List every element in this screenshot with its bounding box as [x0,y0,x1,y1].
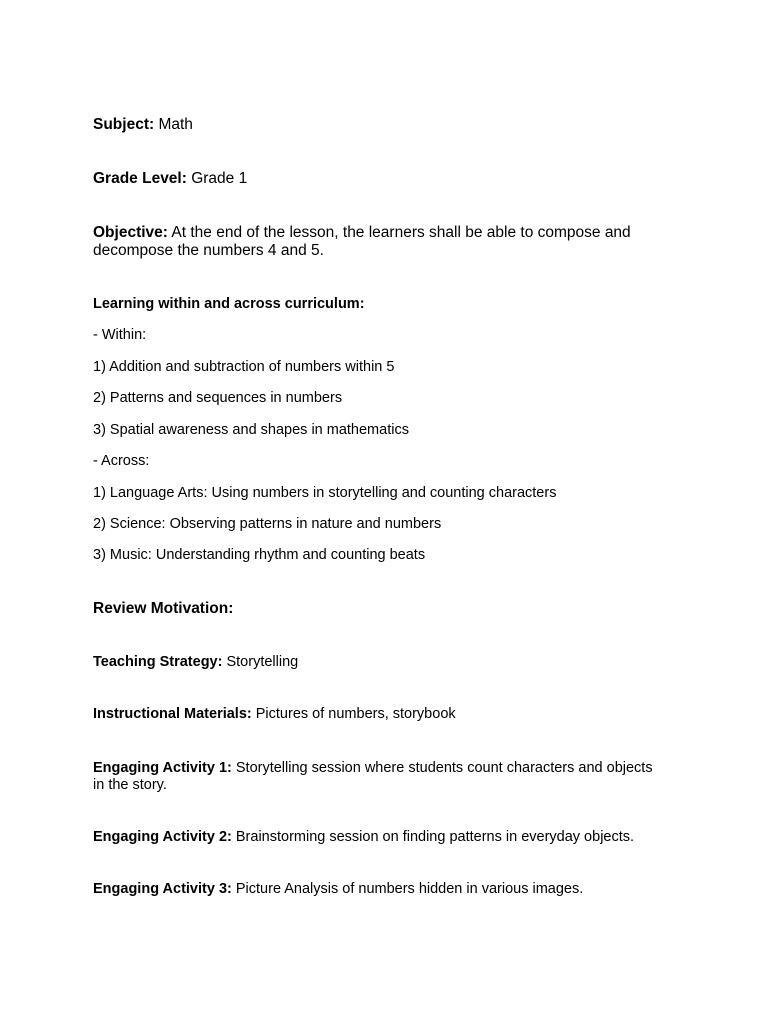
activity-1-line [93,760,653,794]
instructional-materials-line [93,706,683,723]
objective-line [93,224,663,260]
activity-3-label: Engaging Activity 3: [93,881,232,897]
activity-3-value: Picture Analysis of numbers hidden in various images. [235,881,584,897]
grade-level-line [93,170,683,188]
across-item: 3) Music: Understanding rhythm and counting beats [93,547,426,563]
subject-line [93,116,683,134]
instructional-materials-label: Instructional Materials: [93,706,252,722]
teaching-strategy-line [93,654,683,671]
teaching-strategy-value: Storytelling [226,654,299,670]
activity-1-label: Engaging Activity 1: [93,760,232,776]
instructional-materials-value: Pictures of numbers, storybook [255,706,456,722]
teaching-strategy-label: Teaching Strategy: [93,654,223,670]
activity-1-value: Storytelling session where students count characters and objects in the story. [93,760,653,793]
review-motivation-heading: Review Motivation: [93,600,234,617]
grade-level-label: Grade Level: [93,170,187,187]
objective-value: At the end of the lesson, the learners shall be able to compose and decompose the numbers 4 and 5. [93,224,631,259]
curriculum-heading: Learning within and across curriculum: [93,296,365,312]
activity-2-line [93,829,713,846]
within-item: 2) Patterns and sequences in numbers [93,390,343,406]
activity-3-line [93,881,713,898]
activity-2-label: Engaging Activity 2: [93,829,232,845]
grade-level-value: Grade 1 [191,170,248,187]
within-label: - Within: [93,327,147,343]
within-item: 1) Addition and subtraction of numbers within 5 [93,359,395,375]
within-item: 3) Spatial awareness and shapes in mathematics [93,422,409,438]
across-label: - Across: [93,453,150,469]
subject-value: Math [158,116,193,133]
across-item: 1) Language Arts: Using numbers in storytelling and counting characters [93,485,557,501]
subject-label: Subject: [93,116,155,133]
activity-2-value: Brainstorming session on finding patterns in everyday objects. [235,829,635,845]
across-item: 2) Science: Observing patterns in nature and numbers [93,516,442,532]
objective-label: Objective: [93,224,168,241]
